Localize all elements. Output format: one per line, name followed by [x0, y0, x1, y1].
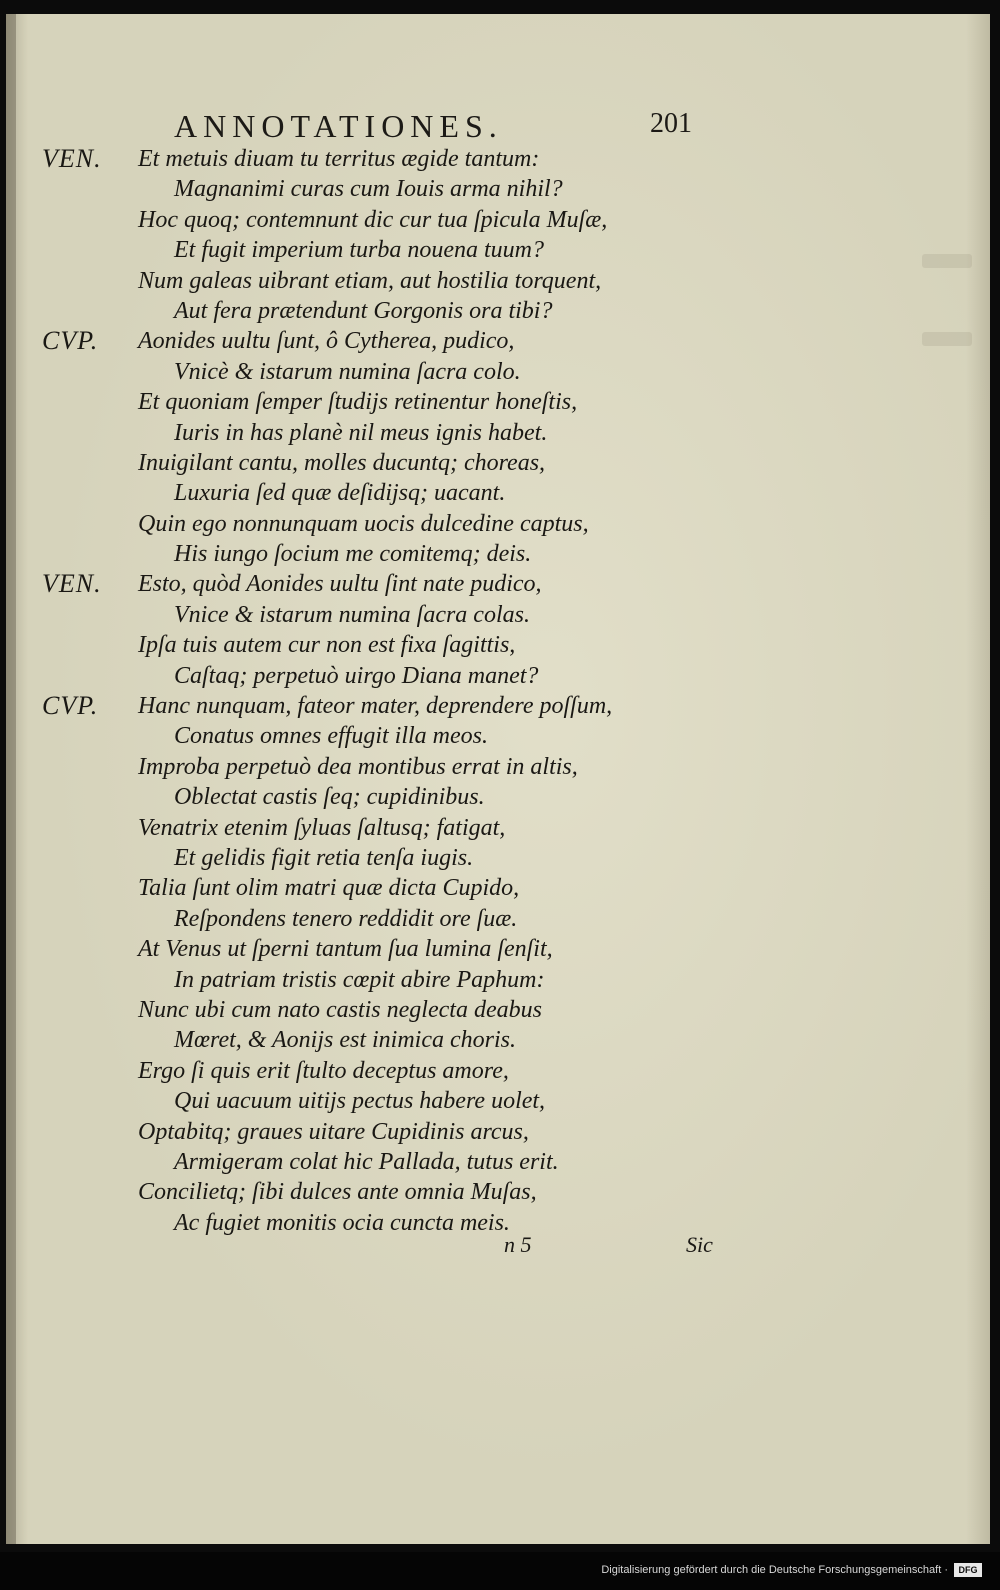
- verse-line: [42, 296, 742, 326]
- verse-text: Mœret, & Aonijs est inimica choris.: [174, 1027, 516, 1054]
- verse-line: [42, 995, 742, 1025]
- verse-line: [42, 478, 742, 508]
- verse-text: Improba perpetuò dea montibus errat in altis,: [138, 753, 578, 780]
- verse-line: [42, 144, 742, 174]
- verse-line: [42, 448, 742, 478]
- verse-line: [42, 1056, 742, 1086]
- verse-text: Hanc nunquam, fateor mater, deprendere poſſum,: [138, 693, 613, 720]
- page-gutter-shadow: [6, 14, 16, 1544]
- verse-line: [42, 1086, 742, 1116]
- bleed-through-mark: [922, 254, 972, 268]
- verse-text: Aonides uultu ſunt, ô Cytherea, pudico,: [138, 328, 515, 355]
- bleed-through-mark: [922, 332, 972, 346]
- verse-text: Armigeram colat hic Pallada, tutus erit.: [174, 1148, 559, 1175]
- verse-line: [42, 721, 742, 751]
- verse-text: Oblectat castis ſeq; cupidinibus.: [174, 784, 485, 811]
- verse-text: Ergo ſi quis erit ſtulto deceptus amore,: [138, 1057, 509, 1084]
- verse-text: Conatus omnes effugit illa meos.: [174, 723, 488, 750]
- verse-line: [42, 873, 742, 903]
- verse-text: Num galeas uibrant etiam, aut hostilia torquent,: [138, 267, 602, 294]
- running-head: ANNOTATIONES.: [174, 108, 503, 144]
- verse-line: [42, 1117, 742, 1147]
- verse-text: Et gelidis figit retia tenſa iugis.: [174, 844, 474, 871]
- verse-line: [42, 539, 742, 569]
- verse-text: His iungo ſocium me comitemq; deis.: [174, 541, 532, 568]
- verse-line: [42, 1025, 742, 1055]
- verse-text: Talia ſunt olim matri quæ dicta Cupido,: [138, 875, 520, 902]
- verse-line: [42, 509, 742, 539]
- verse-line: [42, 691, 742, 721]
- verse-text: Inuigilant cantu, molles ducuntq; choreas,: [138, 449, 546, 476]
- verse-line: [42, 782, 742, 812]
- signature-mark: n 5: [504, 1232, 532, 1257]
- verse-text: Et quoniam ſemper ſtudijs retinentur honeſtis,: [138, 389, 578, 416]
- verse-line: [42, 569, 742, 599]
- verse-line: [42, 813, 742, 843]
- verse-text: Esto, quòd Aonides uultu ſint nate pudico,: [138, 571, 542, 598]
- verse-line: [42, 387, 742, 417]
- dfg-logo: DFG: [954, 1563, 982, 1577]
- verse-line: [42, 934, 742, 964]
- verse-text: Caſtaq; perpetuò uirgo Diana manet?: [174, 662, 539, 689]
- verse-line: [42, 965, 742, 995]
- page-number: 201: [650, 108, 692, 139]
- verse-line: [42, 904, 742, 934]
- verse-line: [42, 205, 742, 235]
- funding-credit: Digitalisierung gefördert durch die Deutsche Forschungsgemeinschaft ·: [601, 1564, 948, 1576]
- verse-text: Vnicè & istarum numina ſacra colo.: [174, 358, 521, 385]
- verse-text: Et metuis diuam tu territus ægide tantum:: [138, 146, 540, 172]
- digitization-footer: [0, 1552, 1000, 1590]
- book-page: [6, 14, 990, 1544]
- verse-text: Venatrix etenim ſyluas ſaltusq; fatigat,: [138, 814, 506, 841]
- poem-text: [42, 144, 742, 1238]
- verse-text: Aut fera prætendunt Gorgonis ora tibi?: [174, 297, 553, 324]
- verse-line: [42, 174, 742, 204]
- verse-text: Magnanimi curas cum Iouis arma nihil?: [174, 176, 563, 203]
- verse-line: [42, 1208, 742, 1238]
- verse-text: At Venus ut ſperni tantum ſua lumina ſenſit,: [138, 936, 553, 963]
- verse-text: Iuris in has planè nil meus ignis habet.: [174, 419, 548, 446]
- verse-text: In patriam tristis cœpit abire Paphum:: [174, 966, 545, 993]
- verse-line: [42, 630, 742, 660]
- verse-text: Optabitq; graues uitare Cupidinis arcus,: [138, 1118, 529, 1145]
- verse-line: [42, 357, 742, 387]
- speaker-label: VEN.: [42, 569, 102, 599]
- verse-text: Concilietq; ſibi dulces ante omnia Muſas,: [138, 1179, 537, 1206]
- speaker-label: CVP.: [42, 326, 99, 356]
- verse-line: [42, 235, 742, 265]
- verse-text: Reſpondens tenero reddidit ore ſuæ.: [174, 905, 518, 932]
- verse-text: Hoc quoq; contemnunt dic cur tua ſpicula Muſæ,: [138, 206, 608, 233]
- verse-line: [42, 326, 742, 356]
- verse-line: [42, 661, 742, 691]
- verse-line: [42, 266, 742, 296]
- catchword: Sic: [686, 1232, 713, 1257]
- verse-line: [42, 843, 742, 873]
- verse-text: Ipſa tuis autem cur non est fixa ſagittis,: [138, 632, 516, 659]
- verse-line: [42, 600, 742, 630]
- verse-text: Ac fugiet monitis ocia cuncta meis.: [174, 1209, 510, 1236]
- verse-text: Et fugit imperium turba nouena tuum?: [174, 237, 544, 264]
- verse-text: Vnice & istarum numina ſacra colas.: [174, 601, 530, 628]
- verse-text: Quin ego nonnunquam uocis dulcedine captus,: [138, 510, 589, 537]
- verse-text: Nunc ubi cum nato castis neglecta deabus: [138, 996, 542, 1023]
- speaker-label: VEN.: [42, 144, 102, 173]
- verse-line: [42, 1147, 742, 1177]
- verse-line: [42, 752, 742, 782]
- verse-line: [42, 1177, 742, 1207]
- verse-line: [42, 418, 742, 448]
- verse-text: Qui uacuum uitijs pectus habere uolet,: [174, 1088, 546, 1115]
- verse-text: Luxuria ſed quæ deſidijsq; uacant.: [174, 480, 506, 507]
- speaker-label: CVP.: [42, 691, 99, 721]
